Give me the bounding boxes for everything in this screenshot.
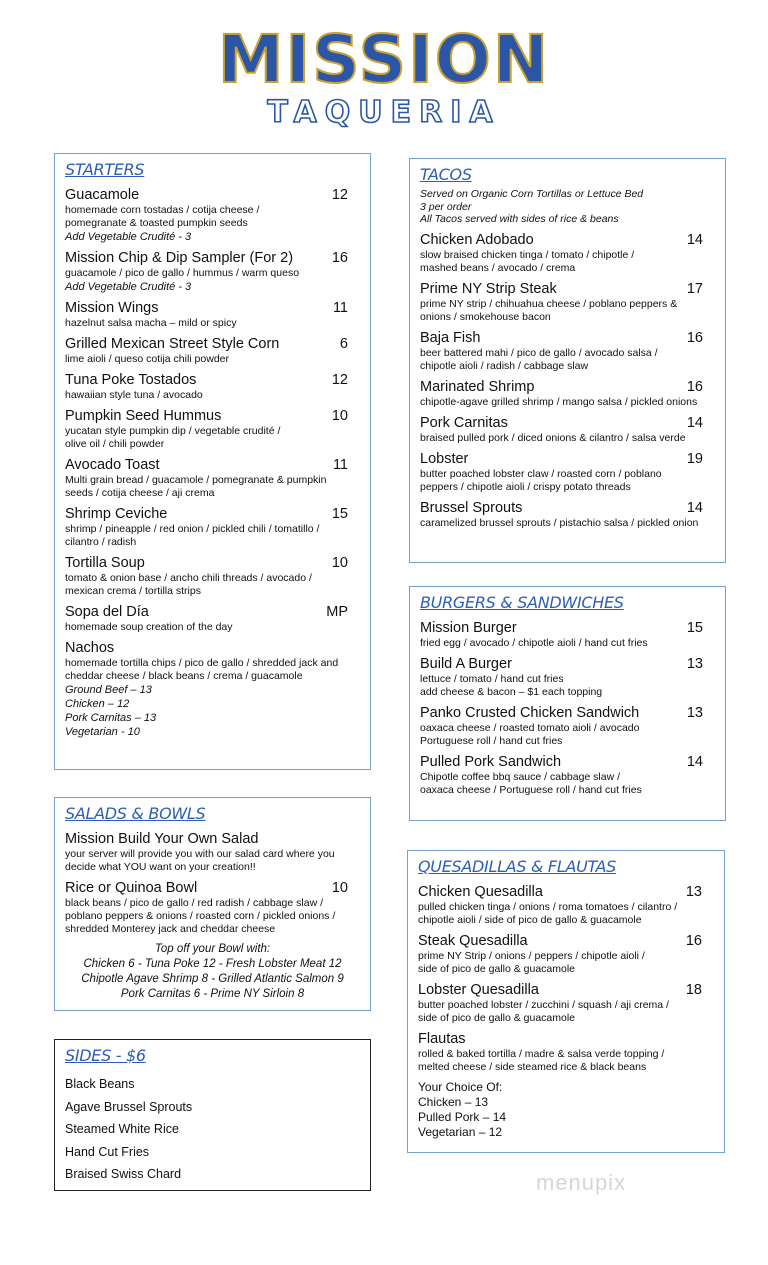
- menu-item-description: prime NY strip / chihuahua cheese / poblano peppers & onions / smokehouse bacon: [420, 297, 678, 323]
- menu-item-description: homemade soup creation of the day: [65, 621, 233, 633]
- menu-item: [65, 831, 360, 874]
- menu-item: [418, 1031, 714, 1074]
- menu-item-header: [420, 656, 715, 673]
- menu-item: [65, 604, 360, 634]
- salads-title: SALADS & BOWLS: [65, 804, 206, 823]
- menu-item: [420, 415, 715, 445]
- menu-item-name: Marinated Shrimp: [420, 378, 535, 395]
- menu-item: [65, 250, 360, 294]
- menu-item-name: Grilled Mexican Street Style Corn: [65, 336, 280, 352]
- menu-item-price: 14: [686, 499, 703, 516]
- logo-main-text: MISSION: [217, 21, 551, 98]
- menu-item-description: chipotle-agave grilled shrimp / mango salsa / pickled onions: [420, 395, 698, 408]
- menu-item-name: Nachos: [65, 640, 115, 656]
- menu-item-header: [65, 880, 360, 897]
- menu-item-name: Guacamole: [65, 187, 140, 203]
- restaurant-logo: [0, 21, 768, 130]
- menu-item-price: 17: [686, 280, 703, 297]
- menu-item: [65, 555, 360, 598]
- choice-heading: Your Choice Of:: [418, 1080, 503, 1094]
- menu-item-name: Lobster Quesadilla: [418, 982, 539, 998]
- menu-item-description: yucatan style pumpkin dip / vegetable crudité / olive oil / chili powder: [65, 425, 281, 450]
- menu-item-description: tomato & onion base / ancho chili threads / avocado / mexican crema / tortilla strips: [65, 572, 312, 597]
- menu-item-header: [65, 372, 360, 389]
- menu-item-description: Multi grain bread / guacamole / pomegranate & pumpkin seeds / cotija cheese / aji crema: [65, 474, 327, 499]
- menu-item-price: 10: [331, 555, 348, 571]
- menu-item-price: 19: [686, 450, 703, 467]
- menu-item-price: 16: [331, 250, 348, 266]
- sides-section: [54, 1039, 371, 1191]
- menu-item: [65, 408, 360, 451]
- menu-item: [420, 330, 715, 373]
- menu-item: [420, 754, 715, 797]
- menu-item-header: [65, 506, 360, 523]
- menu-item-name: Shrimp Ceviche: [65, 506, 168, 522]
- menu-item-description: black beans / pico de gallo / red radish / cabbage slaw / poblano peppers & onions / roasted corn / pickled onions / shredded Monterey jack and cheddar cheese: [65, 897, 336, 935]
- menu-item-description: homemade tortilla chips / pico de gallo / shredded jack and cheddar cheese / black beans / crema / guacamole: [65, 657, 339, 682]
- side-item: Braised Swiss Chard: [65, 1167, 182, 1182]
- menu-item: [65, 372, 360, 402]
- menu-item-name: Tortilla Soup: [65, 555, 145, 571]
- choice-option: Chicken – 13: [418, 1095, 489, 1109]
- burgers-section: [409, 586, 726, 821]
- menu-item: [65, 187, 360, 244]
- menu-item-header: [418, 884, 714, 901]
- tacos-note: 3 per order: [420, 200, 472, 213]
- menu-item-name: Panko Crusted Chicken Sandwich: [420, 705, 640, 721]
- menu-item-price: 14: [686, 231, 703, 248]
- menu-item-name: Mission Burger: [420, 620, 517, 636]
- tacos-items: [420, 232, 715, 530]
- starters-title: STARTERS: [65, 160, 145, 179]
- menu-item-price: 14: [686, 754, 703, 770]
- menu-item-name: Chicken Quesadilla: [418, 884, 543, 900]
- menu-item-price: 15: [331, 506, 348, 522]
- menu-item-description: oaxaca cheese / roasted tomato aioli / avocado Portuguese roll / hand cut fries: [420, 722, 640, 747]
- topoff-line: Chicken 6 - Tuna Poke 12 - Fresh Lobster Meat 12: [83, 958, 342, 970]
- side-item: Steamed White Rice: [65, 1122, 179, 1137]
- menu-item-price: 16: [686, 378, 703, 395]
- menu-item-name: Sopa del Día: [65, 604, 149, 620]
- menu-item-description: braised pulled pork / diced onions & cilantro / salsa verde: [420, 431, 686, 444]
- menu-item-price: 12: [331, 372, 348, 388]
- salads-items: [65, 831, 360, 936]
- menu-item-price: 12: [331, 187, 348, 203]
- menu-item-name: Pulled Pork Sandwich: [420, 754, 562, 770]
- quesadillas-items: [418, 884, 714, 1074]
- menu-item-name: Avocado Toast: [65, 457, 160, 473]
- quesadillas-title: QUESADILLAS & FLAUTAS: [418, 857, 617, 876]
- menu-item-description: shrimp / pineapple / red onion / pickled chili / tomatillo / cilantro / radish: [65, 523, 320, 548]
- menu-item-price: 13: [685, 884, 702, 900]
- menu-item-option: Vegetarian - 10: [65, 726, 140, 738]
- menu-item-header: [65, 831, 360, 848]
- menu-item: [65, 640, 360, 739]
- topoff-line: Chipotle Agave Shrimp 8 - Grilled Atlantic Salmon 9: [81, 973, 344, 985]
- menu-item-name: Mission Build Your Own Salad: [65, 831, 259, 847]
- menu-item-name: Pumpkin Seed Hummus: [65, 408, 222, 424]
- menu-item-header: [65, 640, 360, 657]
- menu-item-price: 13: [686, 705, 703, 721]
- menu-item-description: caramelized brussel sprouts / pistachio salsa / pickled onion: [420, 516, 699, 529]
- menu-item-name: Rice or Quinoa Bowl: [65, 880, 198, 896]
- menu-item-header: [65, 300, 360, 317]
- menu-item-description: hazelnut salsa macha – mild or spicy: [65, 317, 237, 329]
- menu-item: [418, 884, 714, 927]
- menu-item-price: MP: [326, 604, 348, 620]
- menu-item-name: Steak Quesadilla: [418, 933, 528, 949]
- burgers-title: BURGERS & SANDWICHES: [420, 593, 624, 612]
- watermark: menupix: [536, 1170, 627, 1195]
- menu-item-price: 15: [686, 620, 703, 636]
- menu-item-header: [420, 754, 715, 771]
- menu-item-header: [65, 187, 360, 204]
- menu-item-name: Flautas: [418, 1031, 466, 1047]
- menu-item-header: [418, 982, 714, 999]
- menu-item-price: 18: [685, 982, 702, 998]
- topoff-heading: Top off your Bowl with:: [154, 943, 271, 955]
- topoff-line: Pork Carnitas 6 - Prime NY Sirloin 8: [120, 988, 305, 1000]
- menu-item: [65, 457, 360, 500]
- menu-item-header: [420, 379, 715, 396]
- burgers-items: [420, 620, 715, 797]
- menu-item-price: 6: [339, 336, 348, 352]
- menu-item-header: [420, 281, 715, 298]
- menu-item-description: pulled chicken tinga / onions / roma tomatoes / cilantro / chipotle aioli / side of pico de gallo & guacamole: [418, 901, 678, 926]
- menu-item-description: slow braised chicken tinga / tomato / chipotle / mashed beans / avocado / crema: [420, 248, 635, 274]
- menu-item-price: 14: [686, 414, 703, 431]
- menu-item-header: [420, 500, 715, 517]
- menu-item-price: 10: [331, 880, 348, 896]
- menu-item-description: beer battered mahi / pico de gallo / avocado salsa / chipotle aioli / radish / cabbage slaw: [420, 346, 658, 372]
- side-item: Agave Brussel Sprouts: [65, 1099, 193, 1114]
- side-item: Black Beans: [65, 1077, 135, 1091]
- menu-item-name: Mission Wings: [65, 300, 159, 316]
- tacos-note: Served on Organic Corn Tortillas or Lettuce Bed: [420, 188, 644, 200]
- menu-item: [420, 281, 715, 324]
- menu-item: [420, 656, 715, 699]
- menu-item-header: [420, 620, 715, 637]
- menu-item-header: [420, 415, 715, 432]
- menu-item-option: Add Vegetable Crudité - 3: [65, 231, 192, 243]
- menu-item: [65, 880, 360, 936]
- menu-item-description: your server will provide you with our salad card where you decide what YOU want on your creation!!: [65, 848, 335, 873]
- menu-item-name: Tuna Poke Tostados: [65, 372, 197, 388]
- menu-item-price: 16: [686, 329, 703, 346]
- menu-item-option: Ground Beef – 13: [65, 684, 152, 696]
- menu-item-header: [65, 555, 360, 572]
- menu-item: [420, 451, 715, 494]
- side-item: Hand Cut Fries: [65, 1144, 150, 1159]
- menu-item-header: [418, 1031, 714, 1048]
- menu-item-name: Build A Burger: [420, 656, 512, 672]
- menu-item-name: Brussel Sprouts: [420, 499, 523, 516]
- menu-item-price: 16: [685, 933, 702, 949]
- menu-item-header: [65, 604, 360, 621]
- choice-option: Pulled Pork – 14: [418, 1110, 507, 1124]
- menu-item-price: 13: [686, 656, 703, 672]
- logo-sub-text: TAQUERIA: [267, 95, 501, 130]
- menu-item-name: Lobster: [420, 450, 469, 467]
- menu-item-header: [420, 330, 715, 347]
- menu-item-price: 11: [332, 300, 348, 316]
- menu-item-description: Chipotle coffee bbq sauce / cabbage slaw / oaxaca cheese / Portuguese roll / hand cut fries: [420, 771, 642, 796]
- menu-item-description: lime aioli / queso cotija chili powder: [65, 353, 229, 365]
- menu-item: [420, 705, 715, 748]
- menu-item-header: [65, 250, 360, 267]
- menu-item: [418, 982, 714, 1025]
- menu-item-header: [65, 457, 360, 474]
- menu-item-description: guacamole / pico de gallo / hummus / warm queso: [65, 267, 300, 279]
- choice-option: Vegetarian – 12: [418, 1125, 503, 1139]
- menu-item: [420, 500, 715, 530]
- menu-item-name: Prime NY Strip Steak: [420, 280, 557, 297]
- menu-item: [420, 232, 715, 275]
- menu-item: [65, 336, 360, 366]
- menu-item: [420, 620, 715, 650]
- menu-item-name: Chicken Adobado: [420, 231, 534, 248]
- tacos-section: [409, 158, 726, 563]
- flautas-choice-block: [418, 1080, 714, 1140]
- menu-item-name: Mission Chip & Dip Sampler (For 2): [65, 250, 294, 266]
- menu-item-description: butter poached lobster claw / roasted corn / poblano peppers / chipotle aioli / crispy potato threads: [420, 467, 662, 493]
- menu-item-option: Pork Carnitas – 13: [65, 712, 157, 724]
- menu-item: [65, 300, 360, 330]
- menu-item-header: [420, 705, 715, 722]
- menu-item-name: Pork Carnitas: [420, 414, 508, 431]
- menu-item-header: [420, 232, 715, 249]
- menu-item-description: butter poached lobster / zucchini / squash / aji crema / side of pico de gallo & guacamole: [418, 999, 669, 1024]
- menu-item-header: [65, 336, 360, 353]
- tacos-title: TACOS: [420, 165, 472, 184]
- menu-item-header: [65, 408, 360, 425]
- menu-item-description: prime NY Strip / onions / peppers / chipotle aioli / side of pico de gallo & guacamole: [418, 950, 645, 975]
- tacos-note: All Tacos served with sides of rice & beans: [420, 213, 619, 225]
- menu-item-description: rolled & baked tortilla / madre & salsa verde topping / melted cheese / side steamed rice & black beans: [418, 1048, 665, 1073]
- starters-section: [54, 153, 371, 770]
- menu-item-price: 10: [331, 408, 348, 424]
- menu-item-header: [420, 451, 715, 468]
- menu-item-header: [418, 933, 714, 950]
- sides-title: SIDES - $6: [65, 1046, 146, 1065]
- menu-item-price: 11: [332, 457, 348, 473]
- menu-item: [418, 933, 714, 976]
- menu-item-description: fried egg / avocado / chipotle aioli / hand cut fries: [420, 637, 648, 649]
- menu-item-option: Chicken – 12: [65, 698, 130, 710]
- menu-item-option: Add Vegetable Crudité - 3: [65, 281, 192, 293]
- menu-item-description: homemade corn tostadas / cotija cheese / pomegranate & toasted pumpkin seeds: [65, 204, 260, 229]
- quesadillas-section: [407, 850, 725, 1153]
- menu-item: [65, 506, 360, 549]
- menu-item-description: hawaiian style tuna / avocado: [65, 389, 203, 401]
- salads-section: [54, 797, 371, 1011]
- menu-item: [420, 379, 715, 409]
- menu-item-description: lettuce / tomato / hand cut fries add cheese & bacon – $1 each topping: [420, 673, 603, 698]
- topoff-block: [65, 942, 360, 1002]
- menu-item-name: Baja Fish: [420, 329, 481, 346]
- starters-items: [65, 187, 360, 739]
